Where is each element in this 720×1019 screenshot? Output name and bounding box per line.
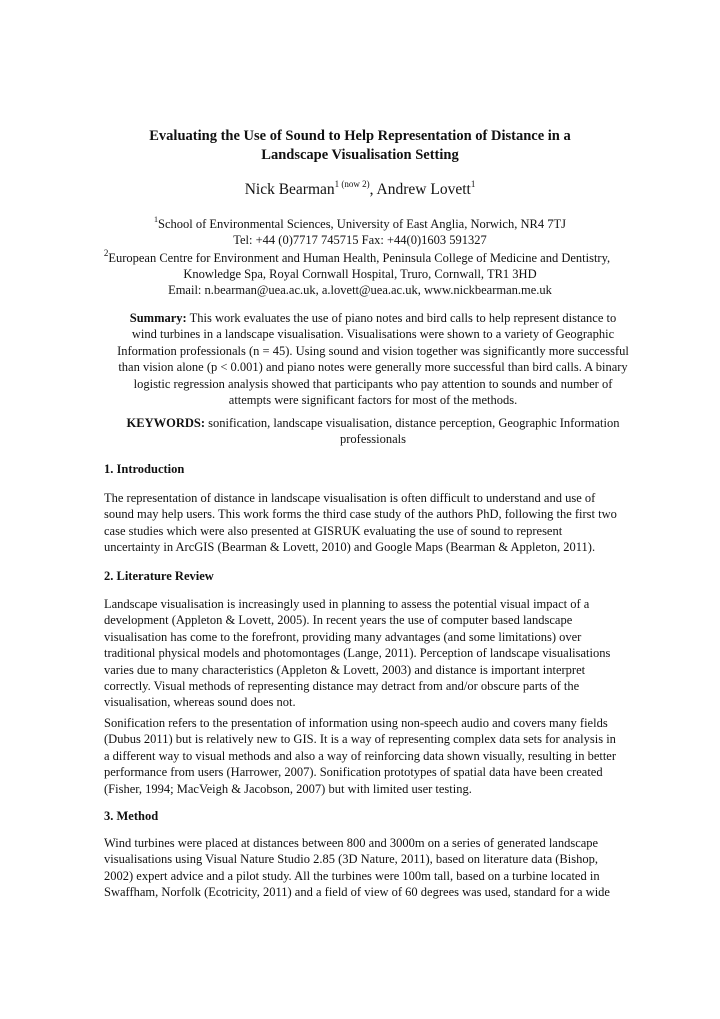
paragraph-line: The representation of distance in landscape visualisation is often difficult to understand and use of bbox=[104, 491, 596, 505]
author-emails: Email: n.bearman@uea.ac.uk, a.lovett@uea.ac.uk, www.nickbearman.me.uk bbox=[168, 283, 552, 297]
paragraph-line: varies due to many characteristics (Appleton & Lovett, 2003) and distance is important interpret bbox=[104, 662, 586, 677]
paragraph-line: visualisation, whereas sound does not. bbox=[104, 695, 296, 710]
paragraph-line: Swaffham, Norfolk (Ecotricity, 2011) and a field of view of 60 degrees was used, standard for a wide bbox=[104, 885, 610, 900]
summary-line: This work evaluates the use of piano notes and bird calls to help represent distance to bbox=[186, 311, 617, 325]
section-heading-method: 3. Method bbox=[104, 809, 159, 823]
affiliation-marker: 2 bbox=[103, 248, 109, 258]
keywords-text: professionals bbox=[340, 432, 406, 447]
summary-line: attempts were significant factors for most of the methods. bbox=[228, 393, 518, 408]
paragraph-line: sound may help users. This work forms the third case study of the authors PhD, following the first two bbox=[104, 507, 617, 522]
keywords-block bbox=[100, 415, 646, 448]
paper-title bbox=[0, 127, 720, 165]
paragraph-line: visualisations using Visual Nature Studio 2.85 (3D Nature, 2011), based on literature data (Bishop, bbox=[104, 852, 598, 867]
paragraph-line: visualisation has come to the forefront, providing many advantages (and some limitations) over bbox=[104, 629, 582, 644]
author-name: Andrew Lovett bbox=[376, 181, 471, 198]
paragraph-line: Wind turbines were placed at distances between 800 and 3000m on a series of generated landscape bbox=[104, 836, 599, 850]
author-name: Nick Bearman bbox=[244, 181, 335, 198]
affiliation-marker: 1 bbox=[154, 215, 159, 224]
author-list bbox=[0, 180, 720, 200]
author-separator: , bbox=[369, 181, 377, 198]
summary-line: Information professionals (n = 45). Using sound and vision together was significantly more successful bbox=[117, 343, 629, 358]
literature-paragraph-1 bbox=[104, 596, 640, 711]
affiliation-2 bbox=[0, 250, 717, 267]
author-affiliation-marker: 1 bbox=[470, 179, 476, 189]
paragraph-line: (Fisher, 1994; MacVeigh & Jacobson, 2007) but with limited user testing. bbox=[104, 781, 472, 796]
affiliation-text: European Centre for Environment and Human Health, Peninsula College of Medicine and Dentistry, bbox=[108, 251, 611, 265]
paragraph-line: development (Appleton & Lovett, 2005). In recent years the use of computer based landscape bbox=[104, 613, 573, 628]
affiliation-phone: Tel: +44 (0)7717 745715 Fax: +44(0)1603 591327 bbox=[233, 233, 487, 247]
paragraph-line: correctly. Visual methods of representing distance may detract from and/or obscure parts of the bbox=[104, 679, 580, 694]
paragraph-line: (Dubus 2011) but is relatively new to GIS. It is a way of representing complex data sets for analysis in bbox=[104, 732, 616, 747]
title-line-2: Landscape Visualisation Setting bbox=[261, 147, 459, 163]
affiliation-address: Knowledge Spa, Royal Cornwall Hospital, Truro, Cornwall, TR1 3HD bbox=[183, 267, 537, 281]
summary-block bbox=[100, 310, 646, 408]
method-paragraph bbox=[104, 835, 640, 901]
paragraph-line: Sonification refers to the presentation of information using non-speech audio and covers many fields bbox=[104, 716, 608, 730]
summary-label: Summary: bbox=[129, 311, 187, 325]
paragraph-line: performance from users (Harrower, 2007). Sonification prototypes of spatial data have been created bbox=[104, 765, 603, 780]
paragraph-line: uncertainty in ArcGIS (Bearman & Lovett, 2010) and Google Maps (Bearman & Appleton, 2011). bbox=[104, 540, 596, 555]
title-line-1: Evaluating the Use of Sound to Help Representation of Distance in a bbox=[149, 128, 571, 144]
paragraph-line: traditional physical models and photomontages (Lange, 2011). Perception of landscape visualisations bbox=[104, 646, 611, 661]
summary-line: logistic regression analysis showed that participants who pay attention to sounds and number of bbox=[133, 376, 613, 391]
author-affiliation-marker: 1 (now 2) bbox=[334, 179, 370, 189]
introduction-paragraph bbox=[104, 490, 640, 556]
affiliation-text: School of Environmental Sciences, University of East Anglia, Norwich, NR4 7TJ bbox=[158, 217, 566, 231]
paragraph-line: a different way to visual methods and also a way of reinforcing data shown visually, resulting in better bbox=[104, 748, 617, 763]
section-heading-literature-review: 2. Literature Review bbox=[104, 569, 214, 583]
keywords-text: sonification, landscape visualisation, distance perception, Geographic Information bbox=[205, 416, 620, 430]
literature-paragraph-2 bbox=[104, 715, 640, 797]
summary-line: wind turbines in a landscape visualisation. Visualisations were shown to a variety of Geographic bbox=[131, 327, 615, 342]
section-heading-introduction: 1. Introduction bbox=[104, 462, 185, 476]
paragraph-line: case studies which were also presented at GISRUK evaluating the use of sound to represent bbox=[104, 523, 563, 538]
paragraph-line: Landscape visualisation is increasingly used in planning to assess the potential visual impact of a bbox=[104, 597, 590, 611]
paragraph-line: 2002) expert advice and a pilot study. All the turbines were 100m tall, based on a turbine located in bbox=[104, 868, 600, 883]
affiliation-1 bbox=[0, 216, 720, 232]
keywords-label: KEYWORDS: bbox=[126, 416, 206, 430]
summary-line: than vision alone (p < 0.001) and piano notes were generally more successful than bird calls. A binary bbox=[118, 360, 628, 375]
